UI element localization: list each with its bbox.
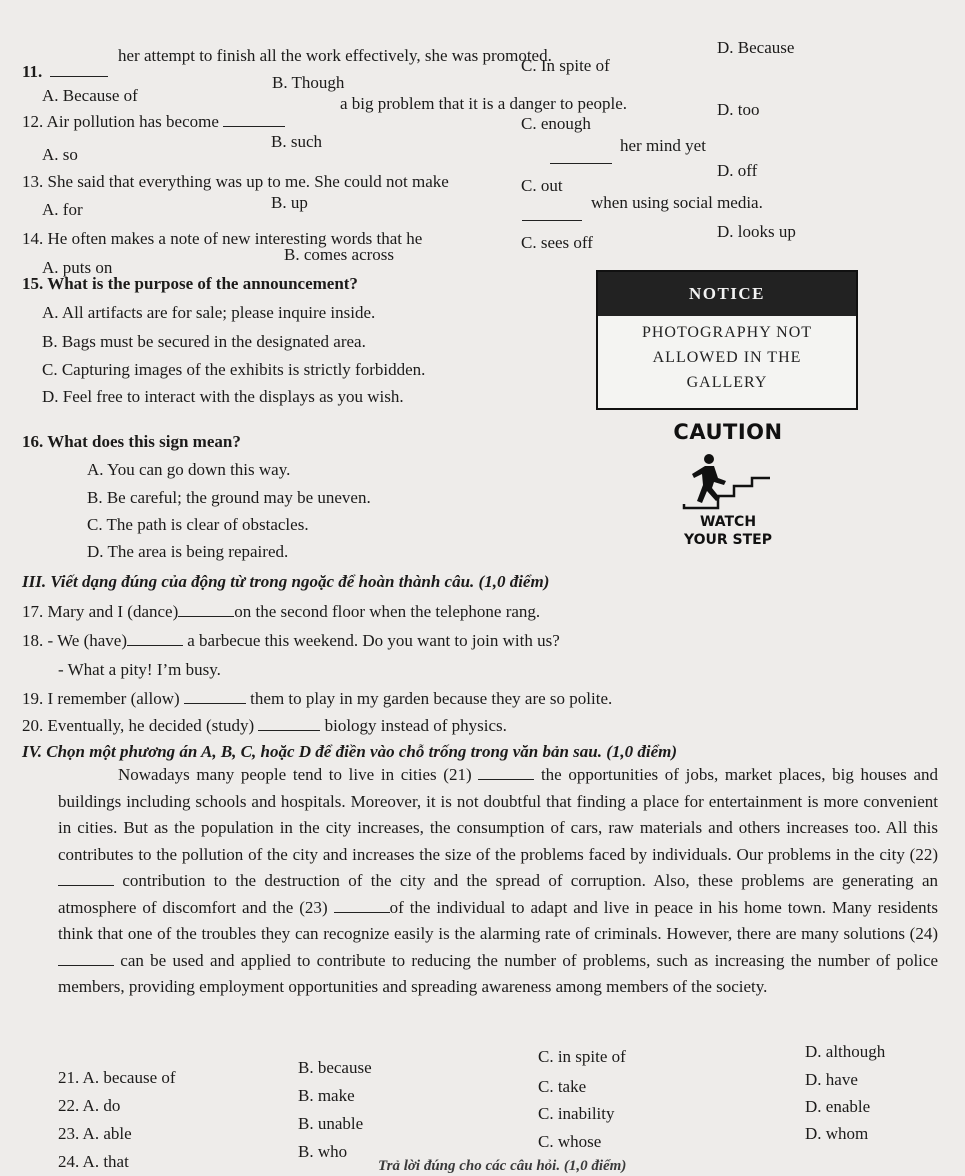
q16-option-c: C. The path is clear of obstacles.	[87, 515, 309, 534]
q18: 18. - We (have) a barbecue this weekend. Do you want to join with us?	[22, 631, 560, 650]
q13-option-c: C. out	[521, 176, 563, 195]
caution-sign	[658, 420, 798, 555]
q18-reply: - What a pity! I’m busy.	[58, 660, 221, 679]
q24-option-b: B. who	[298, 1142, 348, 1161]
notice-line-3: GALLERY	[686, 374, 768, 391]
q23-option-c: C. inability	[538, 1104, 615, 1123]
q20: 20. Eventually, he decided (study) biology instead of physics.	[22, 716, 507, 735]
q14-option-d: D. looks up	[717, 222, 796, 241]
caution-title: CAUTION	[673, 420, 783, 444]
q14-option-b: B. comes across	[284, 245, 395, 264]
q23-option-d: D. enable	[805, 1097, 871, 1116]
q11-blank	[50, 62, 108, 82]
q13-stem-end: her mind yet	[620, 136, 706, 155]
q16-option-d: D. The area is being repaired.	[87, 542, 289, 561]
q12-option-d: D. too	[717, 100, 760, 119]
q14-stem-end: when using social media.	[591, 193, 763, 212]
q23-option-a: 23. A. able	[58, 1124, 132, 1143]
section-3-heading: III. Viết dạng đúng của động từ trong ngoặc để hoàn thành câu. (1,0 điểm)	[22, 572, 550, 591]
notice-line-2: ALLOWED IN THE	[652, 349, 802, 366]
q14-stem: 14. He often makes a note of new interesting words that he	[22, 229, 423, 248]
q21-option-d: D. although	[805, 1042, 886, 1061]
q11-option-d: D. Because	[717, 38, 795, 57]
q24-option-d: D. whom	[805, 1124, 869, 1143]
q11-number: 11.	[22, 62, 43, 81]
q15-stem: 15. What is the purpose of the announcement?	[22, 274, 358, 293]
q16-option-a: A. You can go down this way.	[87, 460, 291, 479]
q22-option-d: D. have	[805, 1070, 858, 1089]
q22-option-a: 22. A. do	[58, 1096, 121, 1115]
notice-line-1: PHOTOGRAPHY NOT	[641, 324, 813, 341]
stairs-person-icon	[658, 448, 798, 513]
q22-option-b: B. make	[298, 1086, 355, 1105]
q24-option-c: C. whose	[538, 1132, 602, 1151]
q15-option-c: C. Capturing images of the exhibits is strictly forbidden.	[42, 360, 426, 379]
q17: 17. Mary and I (dance) on the second floor when the telephone rang.	[22, 602, 541, 621]
q16-option-b: B. Be careful; the ground may be uneven.	[87, 488, 371, 507]
q11-option-b: B. Though	[272, 73, 345, 92]
q11-option-c: C. In spite of	[521, 56, 610, 75]
q14-blank	[522, 206, 582, 226]
q12-option-b: B. such	[271, 132, 322, 151]
q11-option-a: A. Because of	[42, 86, 138, 105]
q13-option-a: A. for	[42, 200, 83, 219]
footer-text: Trả lời đúng cho các câu hỏi. (1,0 điểm)	[378, 1158, 627, 1174]
q21-option-c: C. in spite of	[538, 1047, 626, 1066]
q14-option-c: C. sees off	[521, 233, 593, 252]
q12-stem: 12. Air pollution has become	[22, 112, 285, 132]
notice-title: NOTICE	[688, 284, 766, 303]
caution-line-2: YOUR STEP	[683, 532, 773, 548]
notice-body	[598, 316, 856, 408]
reading-passage: Nowadays many people tend to live in cities (21) the opportunities of jobs, market places, big houses and buildings including schools and hospitals. Moreover, it is not doubtful that finding a place for entertainment is more convenient in cities. But as the population in the city increases, the consumption of cars, raw materials and others increases too. All this contributes to the pollution of the city and increases the size of the problems faced by individuals. Our problems in the city (22) contribution to the destruction of the city and the spread of corruption. Also, these problems are generating an atmosphere of discomfort and the (23) of the individual to adapt and live in peace in his home town. Many residents think that one of the troubles they can recognize easily is the alarming rate of criminals. However, there are many solutions (24) can be used and applied to contribute to reducing the number of problems, such as increasing the number of police members, providing employment opportunities and spreading awareness among members of the society.	[58, 765, 939, 996]
q12-option-a: A. so	[42, 145, 78, 164]
q16-stem: 16. What does this sign mean?	[22, 432, 241, 451]
q12-stem-end: a big problem that it is a danger to people.	[340, 94, 628, 113]
caution-line-1: WATCH	[699, 514, 757, 530]
q15-option-d: D. Feel free to interact with the displays as you wish.	[42, 387, 404, 406]
q21-option-b: B. because	[298, 1058, 372, 1077]
q19: 19. I remember (allow) them to play in my garden because they are so polite.	[22, 689, 613, 708]
q12-option-c: C. enough	[521, 114, 591, 133]
q13-stem: 13. She said that everything was up to me. She could not make	[22, 172, 449, 191]
q13-blank	[550, 149, 612, 169]
q14-option-a: A. puts on	[42, 258, 113, 277]
q24-option-a: 24. A. that	[58, 1152, 129, 1171]
q15-option-b: B. Bags must be secured in the designated area.	[42, 332, 366, 351]
notice-sign	[596, 270, 858, 410]
q21-option-a: 21. A. because of	[58, 1068, 176, 1087]
section-4-heading: IV. Chọn một phương án A, B, C, hoặc D để điền vào chỗ trống trong văn bản sau. (1,0 điểm)	[22, 742, 678, 761]
q13-option-d: D. off	[717, 161, 758, 180]
q22-option-c: C. take	[538, 1077, 587, 1096]
q23-option-b: B. unable	[298, 1114, 364, 1133]
q15-option-a: A. All artifacts are for sale; please inquire inside.	[42, 303, 376, 322]
q13-option-b: B. up	[271, 193, 308, 212]
q11-text: her attempt to finish all the work effectively, she was promoted.	[118, 46, 552, 65]
